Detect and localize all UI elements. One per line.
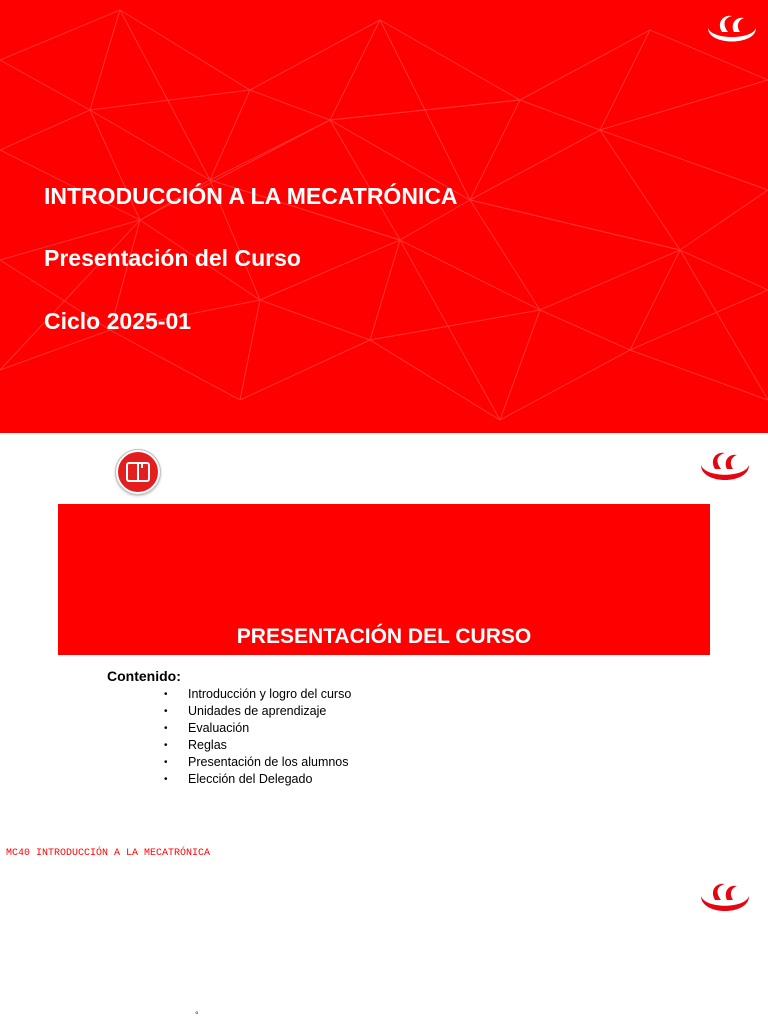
list-item-text: Elección del Delegado	[188, 772, 313, 786]
list-item-text: Presentación de los alumnos	[188, 755, 349, 769]
course-title: INTRODUCCIÓN A LA MECATRÓNICA	[44, 183, 458, 209]
title-slide	[0, 0, 768, 433]
university-logo-icon	[697, 447, 753, 491]
university-logo-icon	[697, 878, 753, 922]
content-list	[160, 686, 351, 788]
university-logo-icon	[704, 10, 760, 54]
bullet: •	[164, 740, 168, 751]
list-item-text: Unidades de aprendizaje	[188, 704, 327, 718]
list-item	[160, 703, 351, 720]
course-code: MC40 INTRODUCCIÓN A LA MECATRÓNICA	[6, 848, 211, 859]
list-item-text: Evaluación	[188, 721, 250, 735]
list-item-text: Introducción y logro del curso	[188, 687, 352, 701]
content-heading: Contenido:	[107, 668, 181, 684]
banner-title: PRESENTACIÓN DEL CURSO	[236, 625, 532, 648]
list-item	[160, 737, 351, 754]
list-item	[160, 686, 351, 703]
list-item-text: Reglas	[188, 738, 227, 752]
book-badge	[116, 450, 160, 494]
bullet: •	[164, 757, 168, 768]
stray-mark: °	[195, 1010, 199, 1020]
book-icon	[118, 452, 158, 492]
bullet: •	[164, 689, 168, 700]
course-cycle: Ciclo 2025-01	[44, 308, 192, 334]
bullet: •	[164, 774, 168, 785]
course-subtitle: Presentación del Curso	[44, 245, 301, 271]
network-pattern-background	[0, 0, 768, 433]
list-item	[160, 720, 351, 737]
bullet: •	[164, 706, 168, 717]
section-banner	[58, 504, 710, 655]
bullet: •	[164, 723, 168, 734]
list-item	[160, 771, 351, 788]
list-item	[160, 754, 351, 771]
